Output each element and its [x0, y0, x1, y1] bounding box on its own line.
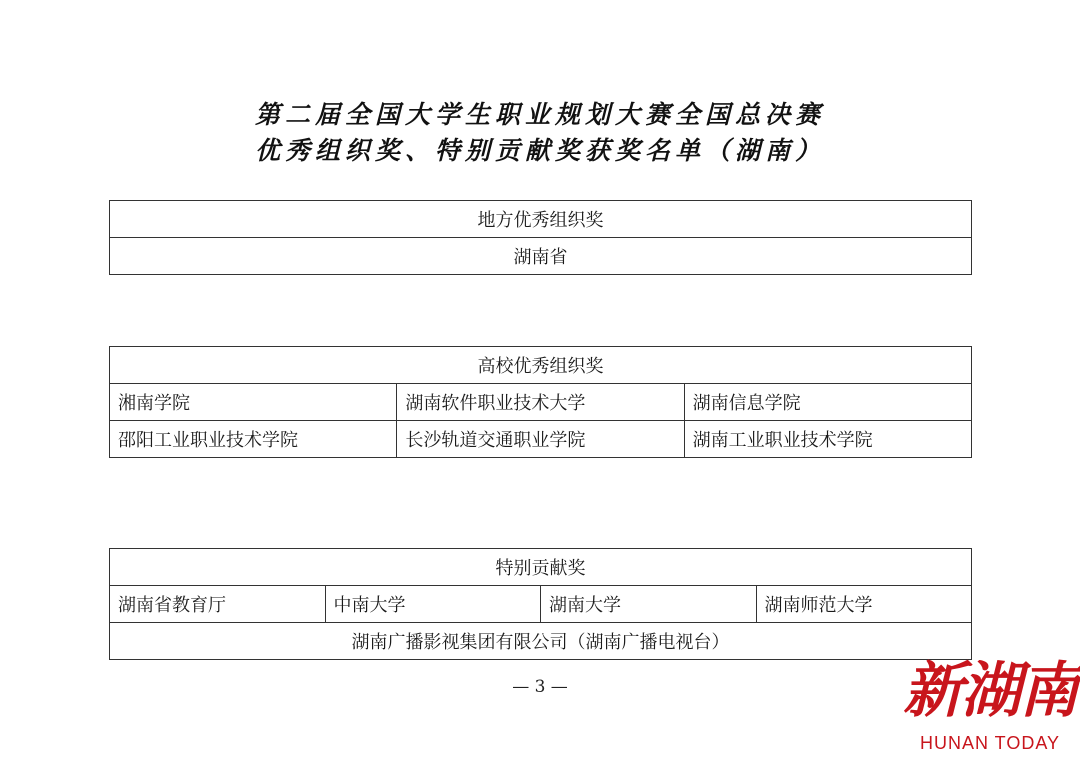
document-title-line2: 优秀组织奖、特别贡献奖获奖名单（湖南）: [254, 136, 825, 165]
table-cell: 湖南广播影视集团有限公司（湖南广播电视台）: [110, 623, 972, 660]
table-row: [110, 623, 972, 660]
table-cell: 湖南省教育厅: [110, 586, 326, 623]
local-award-table: [109, 200, 972, 275]
logo-brand-cn: 新湖南: [903, 656, 1077, 726]
hunan-today-logo: [902, 655, 1078, 763]
table-cell: 湖南软件职业技术大学: [397, 384, 684, 421]
table-cell: 湖南信息学院: [684, 384, 971, 421]
special-award-header: 特别贡献奖: [110, 549, 972, 586]
page-number: — 3 —: [512, 677, 568, 697]
table-cell: 湖南工业职业技术学院: [684, 421, 971, 458]
special-award-table: [109, 548, 972, 660]
table-row: [110, 586, 972, 623]
college-award-header: 高校优秀组织奖: [110, 347, 972, 384]
table-row: [110, 421, 972, 458]
table-cell: 湖南省: [110, 238, 972, 275]
table-cell: 中南大学: [325, 586, 541, 623]
table-row: [110, 384, 972, 421]
table-cell: 邵阳工业职业技术学院: [110, 421, 397, 458]
table-cell: 湖南大学: [541, 586, 757, 623]
document-title-line1: 第二届全国大学生职业规划大赛全国总决赛: [254, 100, 825, 129]
local-award-header: 地方优秀组织奖: [110, 201, 972, 238]
college-award-table: [109, 346, 972, 458]
logo-brand-en: HUNAN TODAY: [919, 733, 1061, 753]
table-cell: 长沙轨道交通职业学院: [397, 421, 684, 458]
table-cell: 湘南学院: [110, 384, 397, 421]
table-cell: 湖南师范大学: [756, 586, 972, 623]
